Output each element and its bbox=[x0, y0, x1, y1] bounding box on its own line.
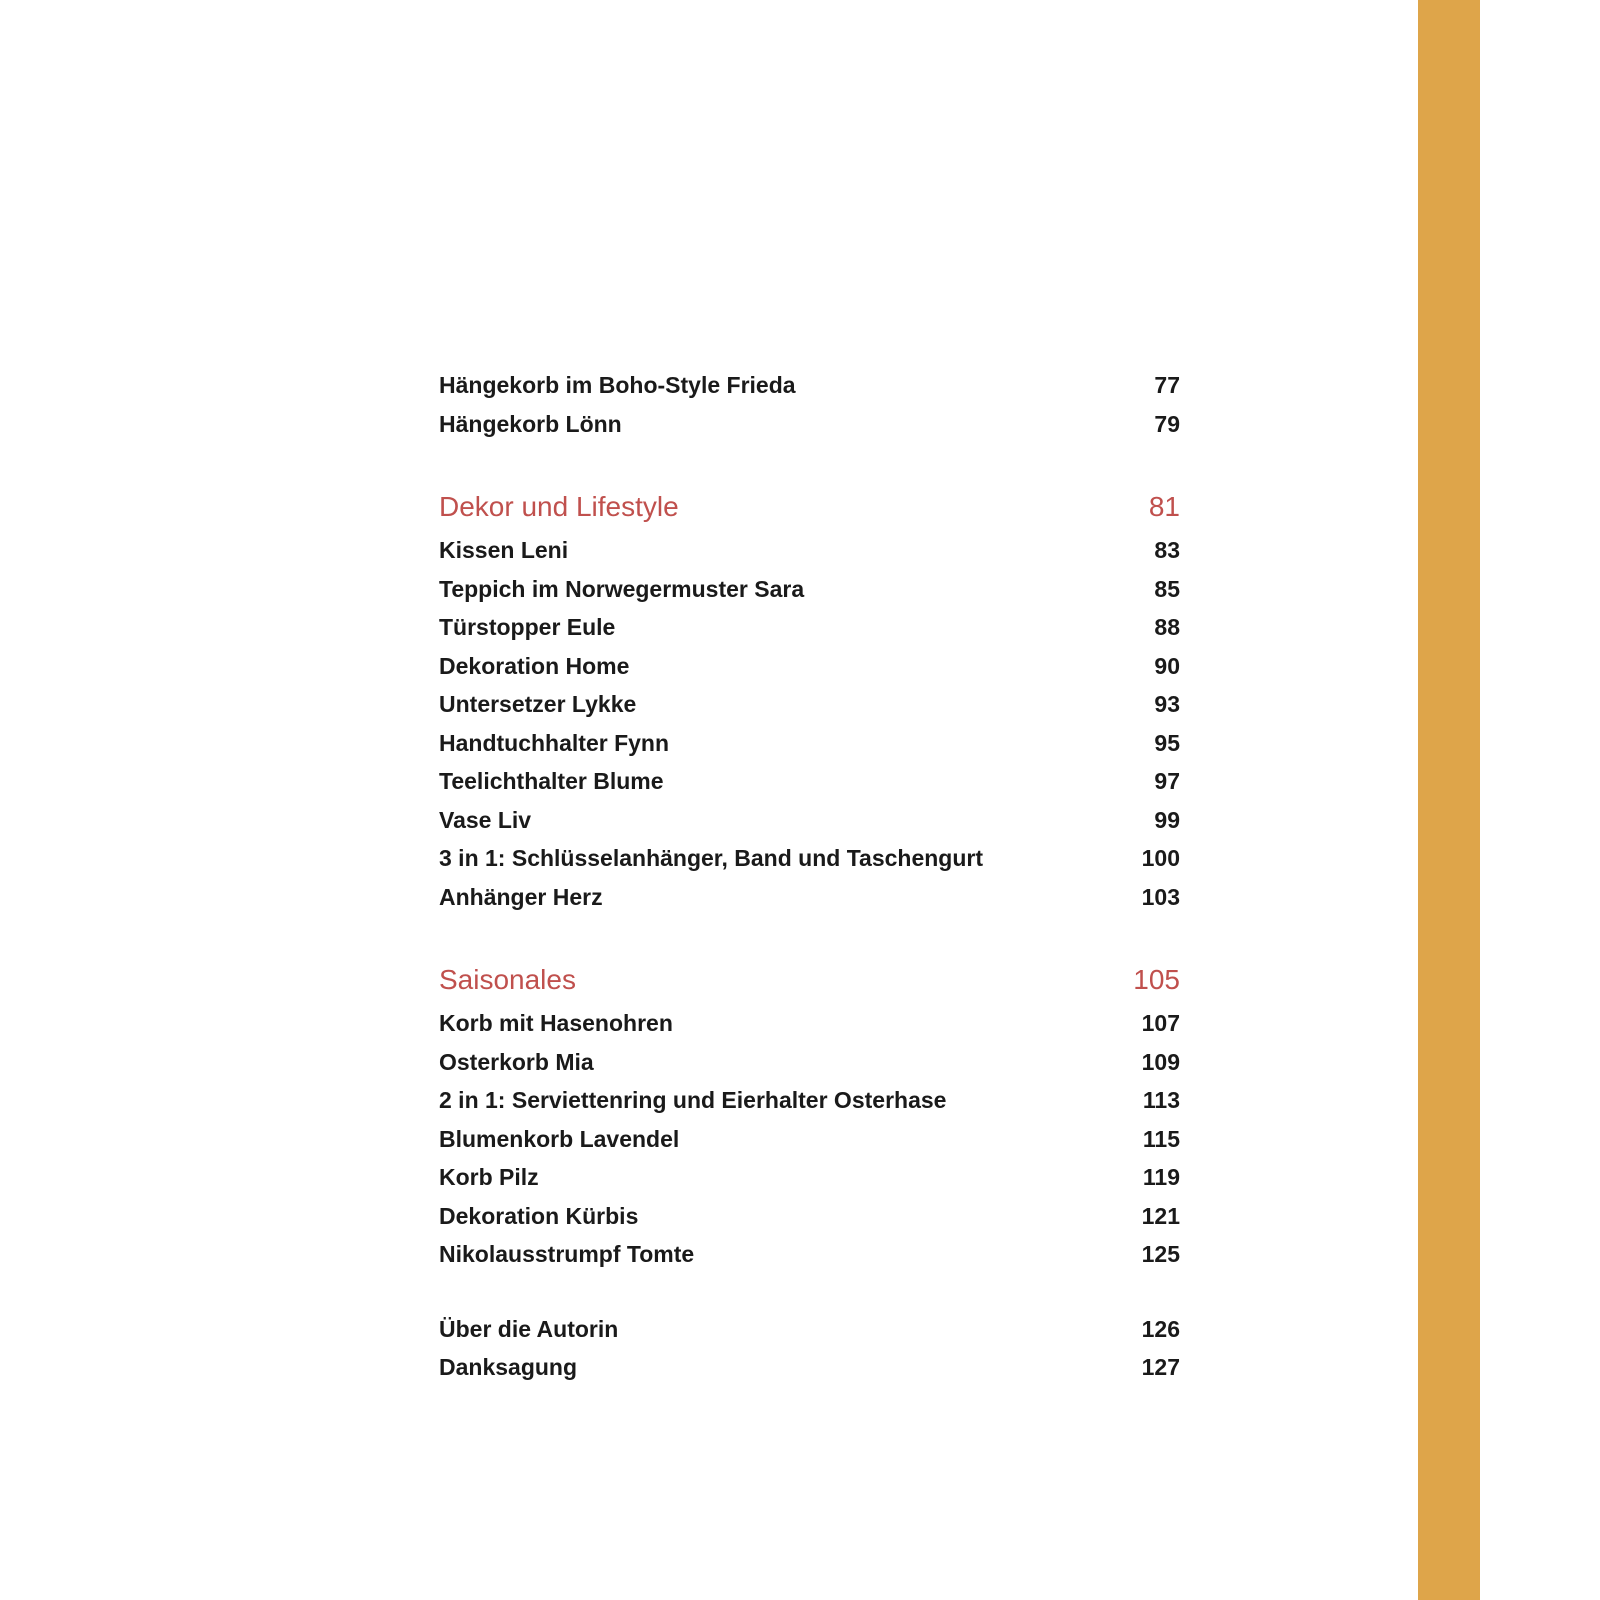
toc-entry-title: Dekoration Home bbox=[439, 652, 630, 679]
toc-entry-page: 127 bbox=[1141, 1354, 1180, 1380]
toc-entry-title: Hängekorb Lönn bbox=[439, 410, 622, 437]
toc-entry[interactable] bbox=[439, 878, 1180, 917]
toc-entry-title: Anhänger Herz bbox=[439, 883, 603, 910]
toc-entry-title: Untersetzer Lykke bbox=[439, 691, 637, 717]
toc-back-matter bbox=[439, 1310, 1180, 1387]
toc-entry-title: Über die Autorin bbox=[439, 1315, 619, 1342]
toc-section-heading[interactable] bbox=[439, 958, 1180, 1002]
toc-section-saisonales bbox=[439, 958, 1180, 1274]
toc-entry-title: Nikolausstrumpf Tomte bbox=[439, 1241, 695, 1267]
toc-entry-title: Teppich im Norwegermuster Sara bbox=[439, 575, 805, 602]
toc-entry-title: 3 in 1: Schlüsselanhänger, Band und Taschengurt bbox=[439, 845, 984, 871]
toc-entry[interactable] bbox=[439, 724, 1180, 763]
toc-entry[interactable] bbox=[439, 1158, 1180, 1197]
toc-entry[interactable] bbox=[439, 1348, 1180, 1387]
toc-entry[interactable] bbox=[439, 531, 1180, 570]
toc-entry-page: 90 bbox=[1154, 652, 1180, 679]
toc-entry[interactable] bbox=[439, 366, 1180, 405]
toc-entry[interactable] bbox=[439, 801, 1180, 840]
toc-entry-title: Danksagung bbox=[439, 1354, 578, 1380]
toc-entry-page: 77 bbox=[1154, 372, 1180, 398]
toc-entry[interactable] bbox=[439, 608, 1180, 647]
toc-section-heading[interactable] bbox=[439, 485, 1180, 529]
toc-entry-title: 2 in 1: Serviettenring und Eierhalter Osterhase bbox=[439, 1087, 947, 1113]
toc-entry[interactable] bbox=[439, 762, 1180, 801]
toc-entry-page: 88 bbox=[1154, 614, 1180, 640]
toc-entry[interactable] bbox=[439, 1043, 1180, 1082]
toc-section-title: Saisonales bbox=[439, 964, 576, 995]
toc-entry-title: Vase Liv bbox=[439, 806, 532, 833]
toc-entry-title: Handtuchhalter Fynn bbox=[439, 729, 670, 756]
toc-entry[interactable] bbox=[439, 1004, 1180, 1043]
toc-entry-page: 126 bbox=[1141, 1315, 1180, 1342]
toc-entry-page: 121 bbox=[1141, 1202, 1180, 1229]
toc-intro-group bbox=[439, 366, 1180, 443]
toc-entry-page: 115 bbox=[1142, 1125, 1180, 1152]
toc-section-dekor bbox=[439, 485, 1180, 916]
toc-entry[interactable] bbox=[439, 1120, 1180, 1159]
toc-entry-title: Kissen Leni bbox=[439, 537, 569, 563]
toc-entry-page: 85 bbox=[1154, 575, 1180, 602]
toc-entry[interactable] bbox=[439, 405, 1180, 444]
toc-entry-page: 119 bbox=[1142, 1164, 1180, 1190]
toc-entry[interactable] bbox=[439, 647, 1180, 686]
toc-entry[interactable] bbox=[439, 1235, 1180, 1274]
toc-entry-page: 97 bbox=[1154, 768, 1180, 794]
toc-entry[interactable] bbox=[439, 1081, 1180, 1120]
toc-entry-page: 103 bbox=[1141, 883, 1180, 910]
toc-entry-title: Dekoration Kürbis bbox=[439, 1202, 639, 1229]
toc-entry-page: 125 bbox=[1141, 1241, 1180, 1267]
toc-entry-page: 83 bbox=[1154, 537, 1180, 563]
toc-entry-page: 79 bbox=[1154, 410, 1180, 437]
toc-entry-title: Korb mit Hasenohren bbox=[439, 1010, 673, 1036]
toc-entry[interactable] bbox=[439, 1197, 1180, 1236]
toc-entry-page: 113 bbox=[1142, 1087, 1180, 1113]
toc-entry[interactable] bbox=[439, 839, 1180, 878]
table-of-contents bbox=[439, 366, 1180, 1387]
toc-entry-page: 95 bbox=[1154, 729, 1180, 756]
accent-side-band bbox=[1418, 0, 1480, 1600]
toc-entry-page: 109 bbox=[1141, 1048, 1180, 1075]
toc-entry-title: Hängekorb im Boho-Style Frieda bbox=[439, 372, 796, 398]
toc-section-page: 105 bbox=[1133, 964, 1180, 995]
toc-section-page: 81 bbox=[1148, 491, 1180, 522]
toc-section-title: Dekor und Lifestyle bbox=[439, 491, 679, 522]
toc-entry-title: Korb Pilz bbox=[439, 1164, 539, 1190]
toc-entry-page: 100 bbox=[1141, 845, 1180, 871]
toc-entry-title: Blumenkorb Lavendel bbox=[439, 1125, 680, 1152]
toc-entry-title: Türstopper Eule bbox=[439, 614, 616, 640]
toc-entry[interactable] bbox=[439, 685, 1180, 724]
toc-entry-page: 107 bbox=[1141, 1010, 1180, 1036]
toc-entry-page: 93 bbox=[1154, 691, 1180, 717]
toc-entry-title: Teelichthalter Blume bbox=[439, 768, 664, 794]
toc-entry-title: Osterkorb Mia bbox=[439, 1048, 594, 1075]
toc-entry-page: 99 bbox=[1154, 806, 1180, 833]
toc-entry[interactable] bbox=[439, 1310, 1180, 1349]
toc-entry[interactable] bbox=[439, 570, 1180, 609]
